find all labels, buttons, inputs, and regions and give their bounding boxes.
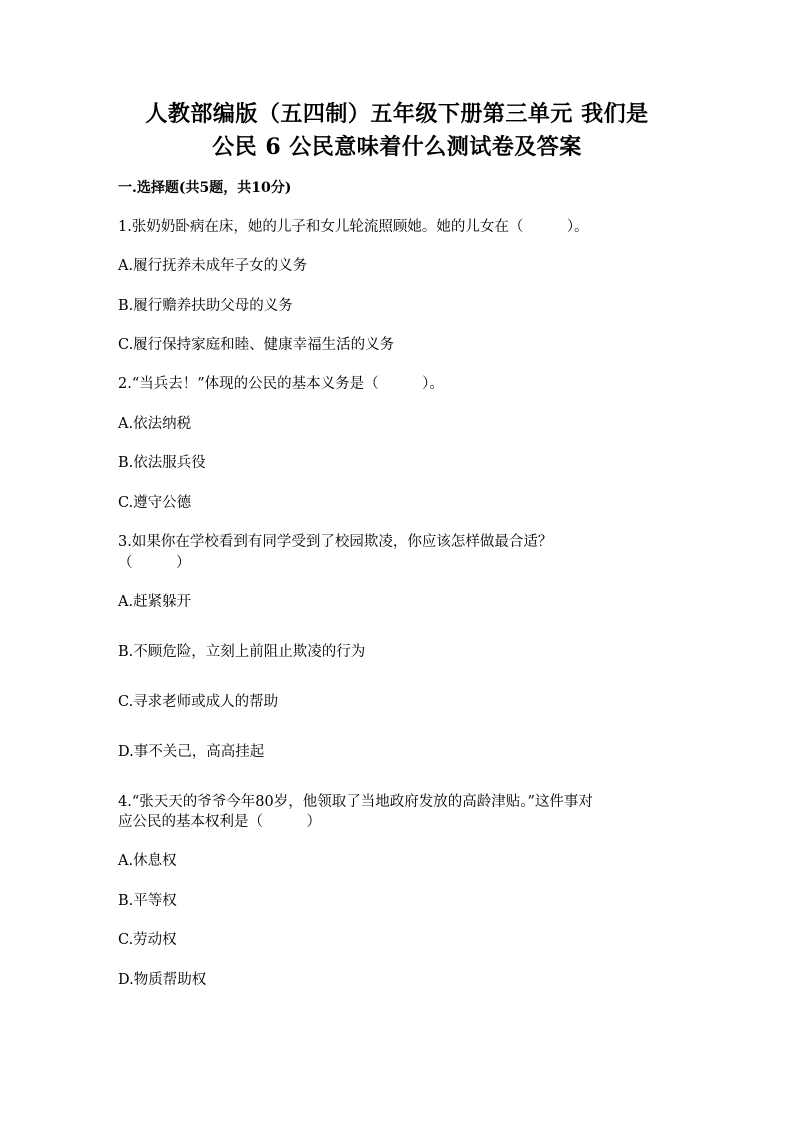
document-title-line-1: 人教部编版（五四制）五年级下册第三单元 我们是 bbox=[145, 101, 649, 127]
question-4-option-d: D.物质帮助权 bbox=[118, 972, 207, 988]
question-3-stem-line-1: 3.如果你在学校看到有同学受到了校园欺凌，你应该怎样做最合适？ bbox=[118, 534, 553, 550]
question-1-option-a: A.履行抚养未成年子女的义务 bbox=[118, 258, 308, 274]
question-3-option-b: B.不顾危险，立刻上前阻止欺凌的行为 bbox=[118, 644, 366, 660]
question-2-option-a: A.依法纳税 bbox=[118, 416, 192, 432]
question-4-stem-line-2: 应公民的基本权利是（ ） bbox=[118, 814, 321, 830]
question-2-stem: 2.“当兵去！”体现的公民的基本义务是（ ）。 bbox=[118, 376, 444, 392]
question-2-option-c: C.遵守公德 bbox=[118, 495, 192, 511]
question-4-stem-line-1: 4.“张天天的爷爷今年80岁，他领取了当地政府发放的高龄津贴。”这件事对 bbox=[118, 794, 593, 810]
question-1-stem: 1.张奶奶卧病在床，她的儿子和女儿轮流照顾她。她的儿女在（ ）。 bbox=[118, 219, 589, 235]
question-3-option-c: C.寻求老师或成人的帮助 bbox=[118, 694, 279, 710]
question-4-option-c: C.劳动权 bbox=[118, 932, 177, 948]
section-heading: 一.选择题(共5题，共10分) bbox=[118, 180, 292, 196]
question-3-stem-line-2: （ ） bbox=[118, 555, 191, 571]
question-4-option-b: B.平等权 bbox=[118, 893, 177, 909]
question-4-option-a: A.休息权 bbox=[118, 853, 177, 869]
question-3-option-d: D.事不关己，高高挂起 bbox=[118, 744, 265, 760]
document-title-line-2: 公民 6 公民意味着什么测试卷及答案 bbox=[212, 134, 582, 160]
question-3-option-a: A.赶紧躲开 bbox=[118, 594, 192, 610]
question-1-option-c: C.履行保持家庭和睦、健康幸福生活的义务 bbox=[118, 337, 395, 353]
question-1-option-b: B.履行赡养扶助父母的义务 bbox=[118, 298, 293, 314]
question-2-option-b: B.依法服兵役 bbox=[118, 455, 206, 471]
